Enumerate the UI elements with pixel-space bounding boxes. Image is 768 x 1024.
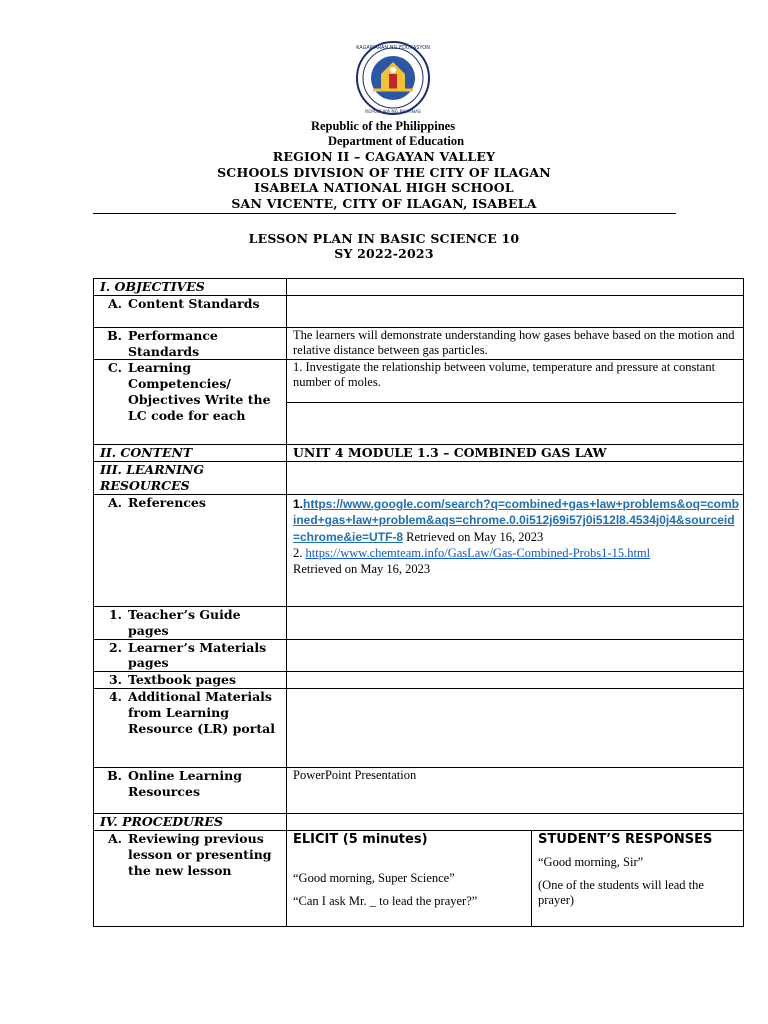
row-content-standards (94, 295, 744, 327)
row-procedures-heading (94, 813, 744, 830)
lesson-plan-table (93, 278, 744, 927)
reference-1-link[interactable]: https://www.google.com/search?q=combined+gas+law+problems&oq=combined+gas+law+problem&aqs=chrome.0.0i512j69i57j0i512l8.4534j0j4&sourceid=chrome&ie=UTF-8 (293, 496, 739, 544)
lc-code-value (287, 403, 744, 445)
header-division: SCHOOLS DIVISION OF THE CITY OF ILAGAN (217, 165, 551, 180)
row-performance-standards (94, 327, 744, 360)
row-online-learning (94, 767, 744, 813)
performance-standards-key: B. (107, 327, 122, 343)
reference-1-number: 1. (293, 496, 304, 511)
header-republic: Republic of the Philippines (310, 119, 456, 133)
seal-text-bottom: REPUBLIKA NG PILIPINAS (365, 110, 421, 115)
deped-seal-icon (353, 40, 433, 120)
performance-standards-value: The learners will demonstrate understanding how gases behave based on the motion and relative distance between gas particles. (287, 327, 744, 360)
deped-seal (353, 40, 433, 120)
references-key: A. (107, 494, 122, 510)
teachers-guide-label: Teacher’s Guide pages (128, 606, 241, 638)
learning-competencies-label: Learning Competencies/ Objectives Write the LC code for each (128, 360, 271, 423)
row-learning-resources (94, 462, 744, 495)
elicit-title: ELICIT (5 minutes) (293, 831, 428, 847)
online-learning-value: PowerPoint Presentation (287, 767, 744, 813)
row-objectives-heading (94, 279, 744, 296)
elicit-cell (287, 830, 532, 926)
content-standards-label: Content Standards (128, 295, 260, 311)
row-references (94, 494, 744, 606)
row-reviewing (94, 830, 744, 926)
elicit-line-2: “Can I ask Mr. _ to lead the prayer?” (293, 893, 478, 908)
reviewing-label: Reviewing previous lesson or presenting the new lesson (128, 830, 272, 878)
school-year: SY 2022-2023 (334, 246, 434, 261)
reference-2-retrieved: Retrieved on May 16, 2023 (293, 562, 431, 577)
additional-materials-label: Additional Materials from Learning Resource (LR) portal (128, 688, 275, 736)
objectives-heading: I. OBJECTIVES (94, 279, 287, 296)
response-1: “Good morning, Sir” (538, 854, 644, 869)
objectives-heading-value (287, 279, 744, 296)
responses-title: STUDENT’S RESPONSES (538, 831, 713, 847)
row-content (94, 445, 744, 462)
seal-text-top: KAGAWARAN NG EDUKASYON (356, 45, 430, 51)
elicit-line-1: “Good morning, Super Science” (293, 870, 455, 885)
reference-1-retrieved: Retrieved on May 16, 2023 (403, 529, 544, 544)
content-heading: II. CONTENT (94, 445, 287, 462)
procedures-heading: IV. PROCEDURES (94, 813, 287, 830)
learners-materials-label: Learner’s Materials pages (128, 639, 267, 671)
learning-resources-heading: III. LEARNING RESOURCES (94, 462, 287, 495)
additional-materials-key: 4. (108, 688, 122, 704)
header-address: SAN VICENTE, CITY OF ILAGAN, ISABELA (231, 196, 537, 211)
content-standards-value (287, 295, 744, 327)
row-textbook-pages (94, 672, 744, 689)
row-teachers-guide (94, 606, 744, 639)
reviewing-key: A. (107, 830, 122, 846)
row-learning-competencies (94, 360, 744, 403)
content-standards-key: A. (107, 295, 122, 311)
responses-cell (532, 830, 744, 926)
header-department: Department of Education (327, 134, 465, 148)
reference-2-link[interactable]: https://www.chemteam.info/GasLaw/Gas-Combined-Probs1-15.html (305, 546, 651, 561)
learning-competencies-value: 1. Investigate the relationship between volume, temperature and pressure at constant number of moles. (287, 360, 744, 403)
references-label: References (128, 494, 206, 510)
row-learners-materials (94, 639, 744, 672)
row-additional-materials (94, 688, 744, 767)
reference-2-number: 2. (293, 546, 306, 561)
header-region: REGION II – CAGAYAN VALLEY (272, 149, 496, 164)
learners-materials-key: 2. (108, 639, 122, 655)
teachers-guide-key: 1. (108, 606, 122, 622)
textbook-pages-label: Textbook pages (128, 672, 237, 688)
header-school: ISABELA NATIONAL HIGH SCHOOL (254, 180, 514, 195)
textbook-pages-key: 3. (108, 672, 122, 688)
online-learning-key: B. (107, 767, 122, 783)
learning-competencies-key: C. (107, 360, 122, 376)
content-value: UNIT 4 MODULE 1.3 – COMBINED GAS LAW (287, 445, 744, 462)
performance-standards-label: Performance Standards (128, 327, 218, 359)
header-divider (93, 213, 676, 214)
response-2: (One of the students will lead the prayer) (538, 877, 704, 907)
online-learning-label: Online Learning Resources (128, 767, 242, 799)
lesson-plan-title: LESSON PLAN IN BASIC SCIENCE 10 (248, 231, 520, 246)
references-value (287, 494, 744, 606)
